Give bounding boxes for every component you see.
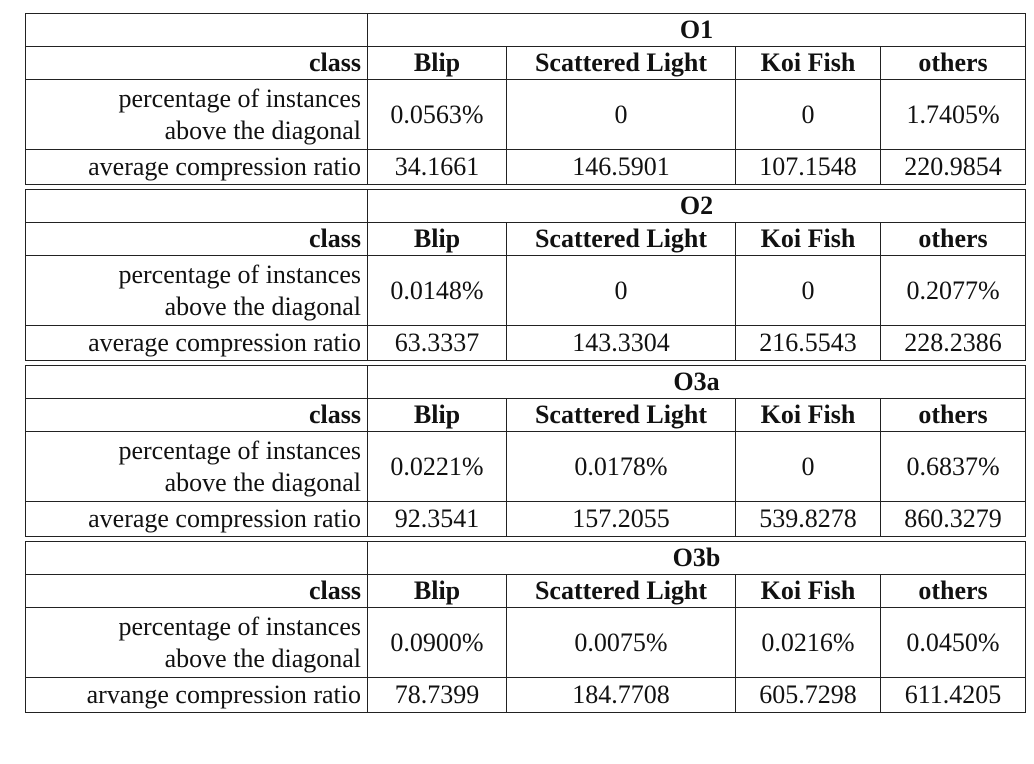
run-title-row [26,190,1026,223]
run-title: O2 [368,190,1026,223]
value-cell: 0.0216% [736,608,881,678]
class-column-header: Blip [368,223,507,256]
value-cell: 78.7399 [368,678,507,713]
run-title: O3a [368,366,1026,399]
class-header-row [26,399,1026,432]
value-cell: 1.7405% [881,80,1026,150]
table-row [26,256,1026,326]
class-header-row [26,223,1026,256]
value-cell: 539.8278 [736,502,881,537]
table-row [26,678,1026,713]
row-label [26,150,368,185]
value-cell: 0 [507,80,736,150]
class-column-header: others [881,575,1026,608]
table-row [26,80,1026,150]
row-label-line: above the diagonal [164,115,361,145]
run-title-row [26,542,1026,575]
value-cell: 0.0148% [368,256,507,326]
class-label: class [26,399,368,432]
row-label-line: arvange compression ratio [86,680,361,710]
table-o1 [25,13,1026,185]
value-cell: 157.2055 [507,502,736,537]
empty-cell [26,542,368,575]
row-label [26,432,368,502]
value-cell: 146.5901 [507,150,736,185]
class-column-header: Koi Fish [736,399,881,432]
run-title-row [26,14,1026,47]
class-column-header: Koi Fish [736,575,881,608]
row-label [26,326,368,361]
value-cell: 0 [736,432,881,502]
table-row [26,608,1026,678]
empty-cell [26,190,368,223]
value-cell: 0.0221% [368,432,507,502]
table-row [26,502,1026,537]
value-cell: 63.3337 [368,326,507,361]
value-cell: 0.0450% [881,608,1026,678]
run-title: O1 [368,14,1026,47]
table-row [26,150,1026,185]
table-o3b [25,541,1026,713]
class-header-row [26,47,1026,80]
value-cell: 0 [736,256,881,326]
row-label-line: above the diagonal [164,467,361,497]
table-o2 [25,189,1026,361]
value-cell: 611.4205 [881,678,1026,713]
value-cell: 0 [736,80,881,150]
value-cell: 605.7298 [736,678,881,713]
class-column-header: Koi Fish [736,223,881,256]
row-label-line: above the diagonal [164,291,361,321]
class-column-header: Blip [368,47,507,80]
class-column-header: Blip [368,399,507,432]
row-label-line: percentage of instances [118,260,361,290]
class-column-header: Koi Fish [736,47,881,80]
value-cell: 107.1548 [736,150,881,185]
class-column-header: Blip [368,575,507,608]
class-column-header: others [881,399,1026,432]
row-label-line: percentage of instances [118,436,361,466]
row-label-line: average compression ratio [88,328,361,358]
value-cell: 228.2386 [881,326,1026,361]
class-column-header: Scattered Light [507,47,736,80]
class-column-header: Scattered Light [507,575,736,608]
table-row [26,432,1026,502]
run-title-row [26,366,1026,399]
row-label [26,678,368,713]
row-label-line: percentage of instances [118,84,361,114]
class-column-header: others [881,223,1026,256]
row-label-line: average compression ratio [88,152,361,182]
row-label [26,80,368,150]
value-cell: 0.0900% [368,608,507,678]
comparison-tables [25,13,1025,713]
row-label [26,502,368,537]
value-cell: 220.9854 [881,150,1026,185]
run-title: O3b [368,542,1026,575]
class-header-row [26,575,1026,608]
value-cell: 0 [507,256,736,326]
empty-cell [26,366,368,399]
row-label [26,608,368,678]
table-row [26,326,1026,361]
value-cell: 92.3541 [368,502,507,537]
class-column-header: Scattered Light [507,399,736,432]
empty-cell [26,14,368,47]
value-cell: 860.3279 [881,502,1026,537]
table-o3a [25,365,1026,537]
value-cell: 0.0178% [507,432,736,502]
value-cell: 0.2077% [881,256,1026,326]
value-cell: 0.0075% [507,608,736,678]
value-cell: 0.6837% [881,432,1026,502]
class-column-header: Scattered Light [507,223,736,256]
value-cell: 216.5543 [736,326,881,361]
value-cell: 34.1661 [368,150,507,185]
row-label [26,256,368,326]
class-label: class [26,223,368,256]
row-label-line: above the diagonal [164,643,361,673]
class-label: class [26,575,368,608]
row-label-line: percentage of instances [118,612,361,642]
value-cell: 184.7708 [507,678,736,713]
value-cell: 0.0563% [368,80,507,150]
class-label: class [26,47,368,80]
row-label-line: average compression ratio [88,504,361,534]
value-cell: 143.3304 [507,326,736,361]
class-column-header: others [881,47,1026,80]
